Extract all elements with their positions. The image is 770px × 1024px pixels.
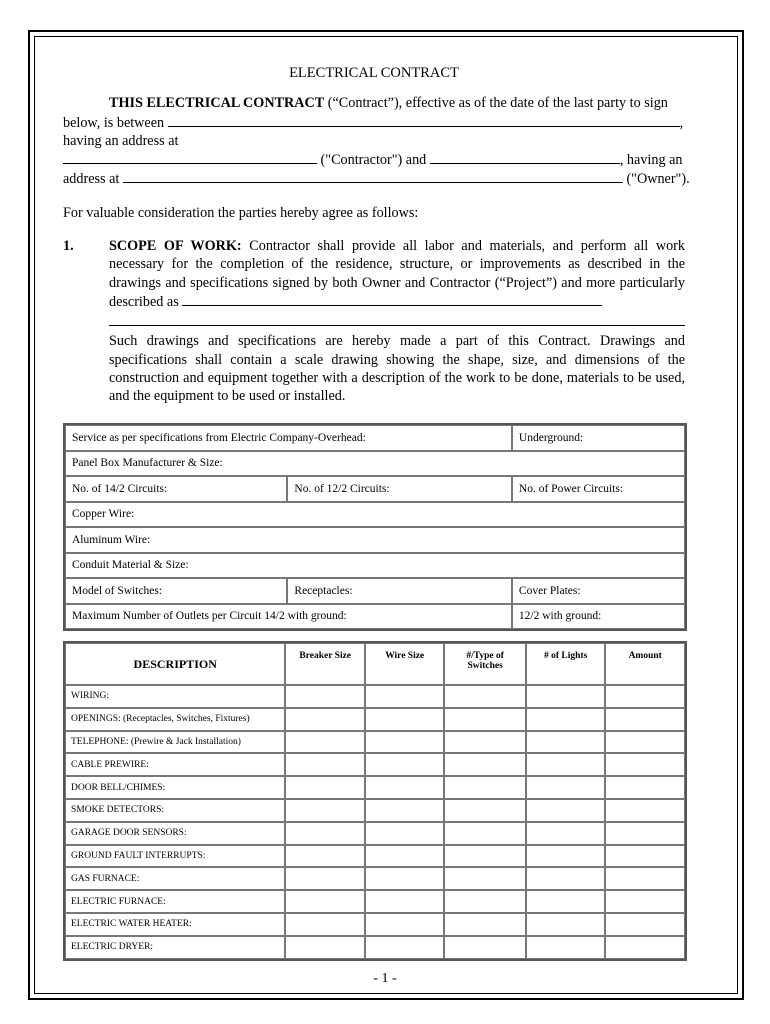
row-label: GROUND FAULT INTERRUPTS:	[65, 845, 285, 868]
owner-address-blank[interactable]	[123, 169, 623, 183]
with-ground-12-2-cell[interactable]: 12/2 with ground:	[512, 604, 685, 630]
section-heading: SCOPE OF WORK:	[109, 238, 242, 255]
circuits-12-2-cell[interactable]: No. of 12/2 Circuits:	[287, 476, 512, 502]
entry-cell[interactable]	[605, 708, 685, 731]
section-text: Contractor shall provide all labor and materials, and perform all work necessary for the completion of the residence, structure, or improvements as described in the drawings and specifications signed by both Owner and Contractor (“Project”) and more particularly described as	[109, 238, 686, 310]
aluminum-wire-cell[interactable]: Aluminum Wire:	[65, 527, 685, 553]
header-amount: Amount	[605, 643, 685, 685]
entry-cell[interactable]	[605, 913, 685, 936]
entry-cell[interactable]	[605, 753, 685, 776]
row-label: TELEPHONE: (Prewire & Jack Installation)	[65, 731, 285, 754]
entry-cell[interactable]	[444, 685, 526, 708]
electrical-spec-table	[63, 423, 687, 631]
entry-cell[interactable]	[365, 822, 444, 845]
entry-cell[interactable]	[526, 708, 605, 731]
row-label: GARAGE DOOR SENSORS:	[65, 822, 285, 845]
contractor-label: ("Contractor") and	[317, 152, 430, 169]
entry-cell[interactable]	[526, 890, 605, 913]
cover-plates-cell[interactable]: Cover Plates:	[512, 578, 685, 604]
owner-label: ("Owner").	[622, 171, 690, 188]
entry-cell[interactable]	[526, 822, 605, 845]
entry-cell[interactable]	[285, 753, 365, 776]
table-row	[65, 685, 685, 708]
intro-line2: below, is between	[63, 114, 165, 131]
receptacles-cell[interactable]: Receptacles:	[287, 578, 512, 604]
entry-cell[interactable]	[605, 731, 685, 754]
power-circuits-cell[interactable]: No. of Power Circuits:	[512, 476, 685, 502]
page-number: - 1 -	[373, 971, 397, 986]
header-type-of-switches: #/Type of Switches	[444, 643, 526, 685]
project-description-line[interactable]	[109, 311, 685, 326]
entry-cell[interactable]	[605, 867, 685, 890]
entry-cell[interactable]	[605, 822, 685, 845]
consideration-text: For valuable consideration the parties hereby agree as follows:	[63, 204, 419, 221]
entry-cell[interactable]	[605, 776, 685, 799]
entry-cell[interactable]	[365, 708, 444, 731]
owner-name-blank[interactable]	[430, 150, 620, 164]
underground-cell[interactable]: Underground:	[512, 425, 685, 451]
having-an: , having an	[619, 152, 683, 169]
entry-cell[interactable]	[444, 822, 526, 845]
entry-cell[interactable]	[365, 913, 444, 936]
table-row	[65, 845, 685, 868]
entry-cell[interactable]	[444, 708, 526, 731]
party-name-blank[interactable]	[168, 113, 680, 127]
table-row	[65, 776, 685, 799]
entry-cell[interactable]	[526, 776, 605, 799]
table-row	[65, 867, 685, 890]
entry-cell[interactable]	[605, 845, 685, 868]
entry-cell[interactable]	[605, 936, 685, 959]
entry-cell[interactable]	[444, 845, 526, 868]
table-row	[65, 799, 685, 822]
table-row	[65, 936, 685, 959]
entry-cell[interactable]	[444, 913, 526, 936]
header-wire-size: Wire Size	[365, 643, 444, 685]
row-label: DOOR BELL/CHIMES:	[65, 776, 285, 799]
entry-cell[interactable]	[365, 890, 444, 913]
section-paragraph-2: Such drawings and specifications are hereby made a part of this Contract. Drawings and specifications shall contain a scale drawing showing the shape, size, and dimensions of the construction and equipment together with a description of the work to be done, materials to be used, and the equipment to be used or installed.	[109, 333, 685, 405]
table-row	[65, 890, 685, 913]
entry-cell[interactable]	[285, 845, 365, 868]
intro-paragraph: THIS ELECTRICAL CONTRACT (“Contract”), effective as of the date of the last party to sign below, is between , having an address at ("Contractor") and , having an address at ("Owner").	[63, 95, 690, 188]
entry-cell[interactable]	[285, 776, 365, 799]
entry-cell[interactable]	[285, 936, 365, 959]
entry-cell[interactable]	[285, 822, 365, 845]
entry-cell[interactable]	[365, 753, 444, 776]
entry-cell[interactable]	[444, 890, 526, 913]
entry-cell[interactable]	[605, 890, 685, 913]
table-row	[65, 913, 685, 936]
intro-line3: having an address at	[63, 132, 179, 149]
intro-rest: (“Contract”), effective as of the date of the last party to sign	[324, 95, 668, 112]
service-cell[interactable]: Service as per specifications from Electric Company-Overhead:	[65, 425, 512, 451]
entry-cell[interactable]	[444, 731, 526, 754]
switches-cell[interactable]: Model of Switches:	[65, 578, 287, 604]
document-title: ELECTRICAL CONTRACT	[289, 65, 459, 81]
entry-cell[interactable]	[444, 936, 526, 959]
entry-cell[interactable]	[526, 753, 605, 776]
row-label: ELECTRIC FURNACE:	[65, 890, 285, 913]
row-label: GAS FURNACE:	[65, 867, 285, 890]
row-label: WIRING:	[65, 685, 285, 708]
entry-cell[interactable]	[444, 776, 526, 799]
table-row	[65, 708, 685, 731]
entry-cell[interactable]	[285, 708, 365, 731]
entry-cell[interactable]	[285, 913, 365, 936]
header-num-lights: # of Lights	[526, 643, 605, 685]
entry-cell[interactable]	[444, 753, 526, 776]
intro-bold: THIS ELECTRICAL CONTRACT	[109, 95, 325, 112]
section-number: 1.	[63, 238, 74, 255]
entry-cell[interactable]	[526, 867, 605, 890]
entry-cell[interactable]	[365, 867, 444, 890]
entry-cell[interactable]	[365, 731, 444, 754]
section-scope-of-work	[63, 237, 685, 405]
address-blank[interactable]	[63, 150, 317, 164]
entry-cell[interactable]	[444, 799, 526, 822]
entry-cell[interactable]	[285, 799, 365, 822]
copper-wire-cell[interactable]: Copper Wire:	[65, 502, 685, 528]
entry-cell[interactable]	[526, 913, 605, 936]
conduit-cell[interactable]: Conduit Material & Size:	[65, 553, 685, 579]
row-label: OPENINGS: (Receptacles, Switches, Fixtures)	[65, 708, 285, 731]
row-label: ELECTRIC WATER HEATER:	[65, 913, 285, 936]
table-row	[65, 822, 685, 845]
max-outlets-cell[interactable]: Maximum Number of Outlets per Circuit 14/2 with ground:	[65, 604, 512, 630]
project-description-blank[interactable]	[182, 292, 602, 306]
table-row	[65, 731, 685, 754]
entry-cell[interactable]	[526, 845, 605, 868]
entry-cell[interactable]	[285, 731, 365, 754]
entry-cell[interactable]	[526, 685, 605, 708]
entry-cell[interactable]	[526, 799, 605, 822]
row-label: CABLE PREWIRE:	[65, 753, 285, 776]
entry-cell[interactable]	[605, 799, 685, 822]
header-description: DESCRIPTION	[65, 643, 285, 685]
entry-cell[interactable]	[605, 685, 685, 708]
header-breaker-size: Breaker Size	[285, 643, 365, 685]
row-label: ELECTRIC DRYER:	[65, 936, 285, 959]
entry-cell[interactable]	[285, 890, 365, 913]
entry-cell[interactable]	[365, 685, 444, 708]
entry-cell[interactable]	[526, 936, 605, 959]
address-at: address at	[63, 171, 120, 188]
entry-cell[interactable]	[285, 867, 365, 890]
row-label: SMOKE DETECTORS:	[65, 799, 285, 822]
circuits-14-2-cell[interactable]: No. of 14/2 Circuits:	[65, 476, 287, 502]
entry-cell[interactable]	[444, 867, 526, 890]
panel-box-cell[interactable]: Panel Box Manufacturer & Size:	[65, 451, 685, 477]
entry-cell[interactable]	[365, 845, 444, 868]
table-row	[65, 753, 685, 776]
entry-cell[interactable]	[365, 936, 444, 959]
entry-cell[interactable]	[285, 685, 365, 708]
entry-cell[interactable]	[365, 799, 444, 822]
description-table	[63, 641, 687, 961]
entry-cell[interactable]	[526, 731, 605, 754]
entry-cell[interactable]	[365, 776, 444, 799]
contract-body	[63, 64, 690, 405]
